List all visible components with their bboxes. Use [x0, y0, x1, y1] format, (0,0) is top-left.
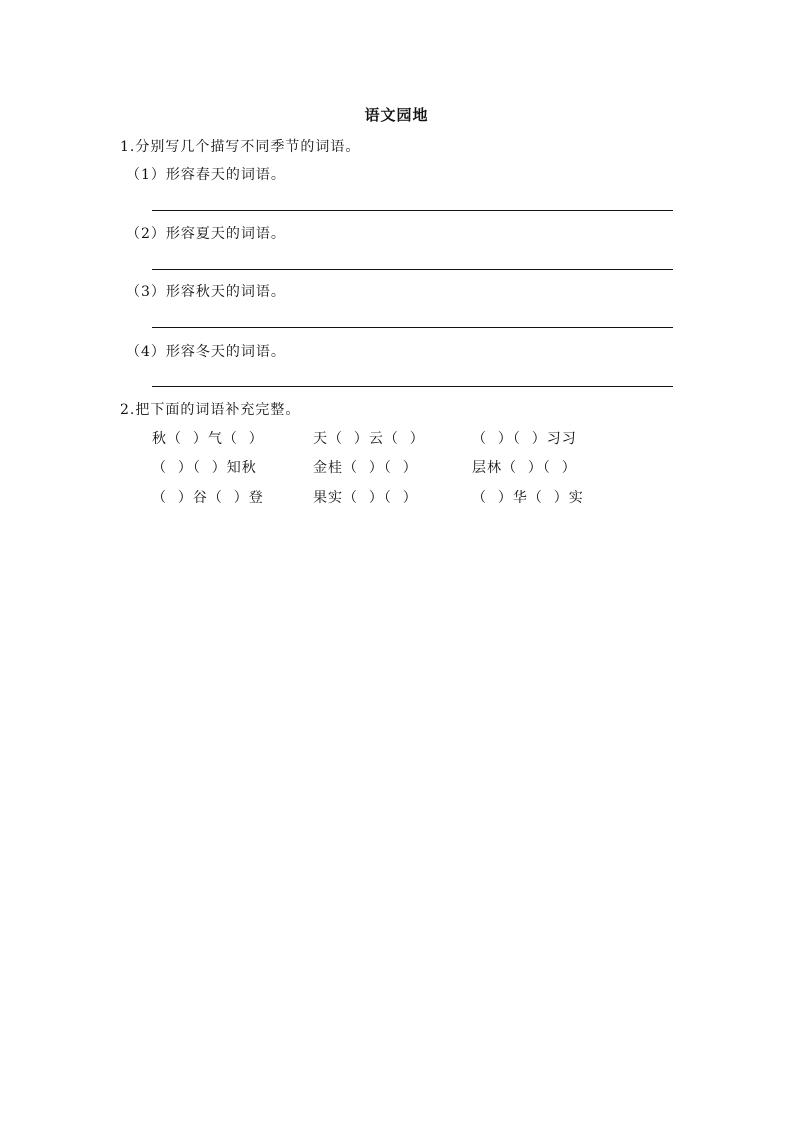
fill-blank-phrase[interactable]: 天（ ）云（ ）: [313, 431, 425, 447]
fill-blank-phrase[interactable]: （ ）（ ）知秋: [152, 460, 257, 476]
answer-line-autumn[interactable]: [152, 327, 673, 328]
worksheet-title: 语文园地: [364, 106, 429, 124]
question-1-item-spring: （1）形容春天的词语。: [126, 167, 286, 183]
answer-line-spring[interactable]: [152, 210, 673, 211]
question-2-heading: 2.把下面的词语补充完整。: [120, 402, 301, 418]
fill-blank-phrase[interactable]: 秋（ ）气（ ）: [152, 431, 264, 447]
question-1-heading: 1.分别写几个描写不同季节的词语。: [120, 139, 361, 155]
fill-blank-phrase[interactable]: （ ）（ ）习习: [472, 431, 577, 447]
answer-line-summer[interactable]: [152, 269, 673, 270]
question-1-item-winter: （4）形容冬天的词语。: [126, 344, 286, 360]
answer-line-winter[interactable]: [152, 386, 673, 387]
fill-blank-phrase[interactable]: 层林（ ）（ ）: [472, 460, 577, 476]
fill-blank-phrase[interactable]: （ ）谷（ ）登: [152, 490, 264, 506]
fill-blank-phrase[interactable]: （ ）华（ ）实: [472, 490, 584, 506]
question-1-item-autumn: （3）形容秋天的词语。: [126, 284, 286, 300]
fill-blank-phrase[interactable]: 果实（ ）（ ）: [313, 490, 418, 506]
question-1-item-summer: （2）形容夏天的词语。: [126, 226, 286, 242]
fill-blank-phrase[interactable]: 金桂（ ）（ ）: [313, 460, 418, 476]
